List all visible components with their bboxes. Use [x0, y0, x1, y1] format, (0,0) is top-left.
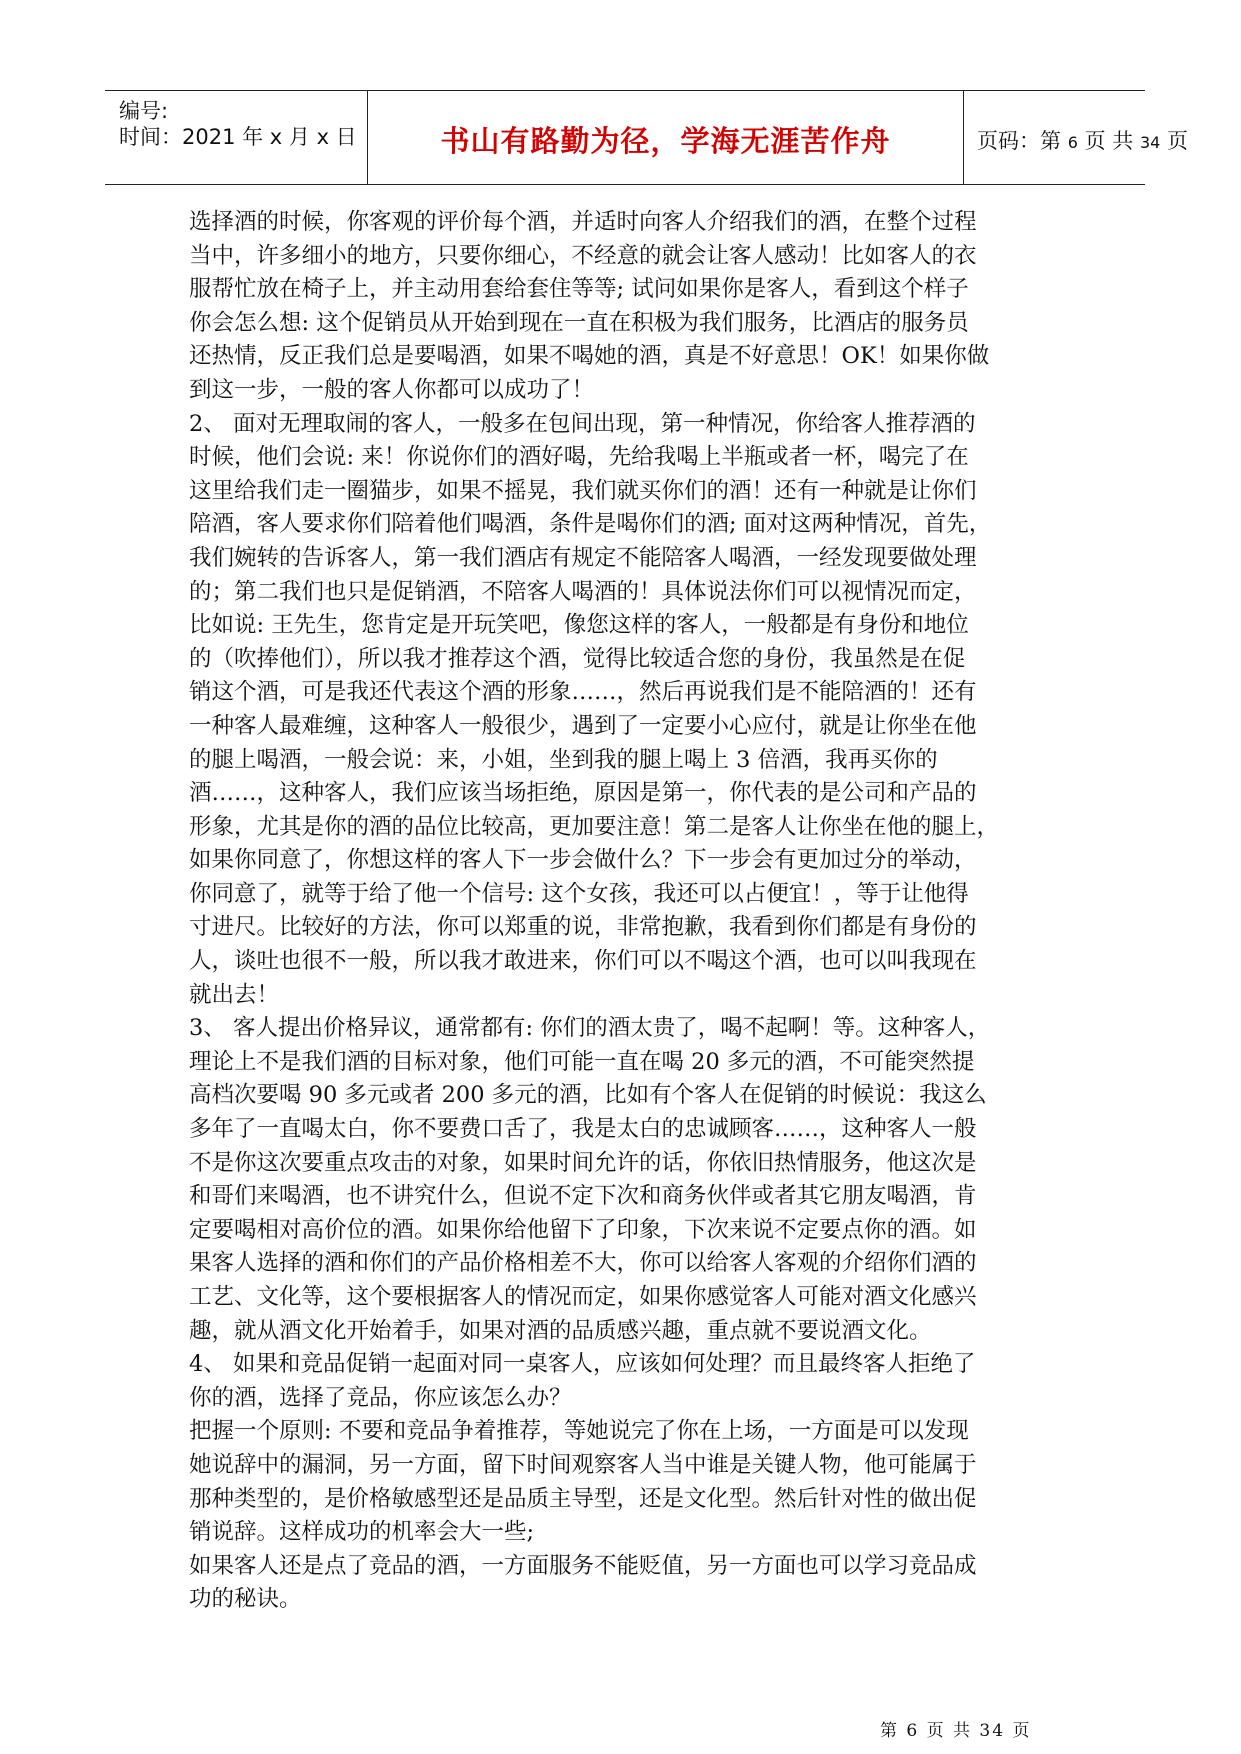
text-line: 2、 面对无理取闹的客人，一般多在包间出现，第一种情况，你给客人推荐酒的: [189, 410, 976, 437]
header-left-cell: [105, 91, 368, 184]
text-line: 的（吹捧他们），所以我才推荐这个酒，觉得比较适合您的身份，我虽然是在促: [189, 645, 966, 672]
document-body: [189, 206, 1059, 1617]
document-time-label: 时间：2021 年 x 月 x 日: [119, 125, 357, 149]
text-line: 定要喝相对高价位的酒。如果你给他留下了印象，下次来说不定要点你的酒。如: [189, 1216, 977, 1243]
page-number: 6: [1067, 133, 1078, 152]
text-line: 形象，尤其是你的酒的品位比较高，更加要注意！第二是客人让你坐在他的腿上，: [189, 813, 1000, 840]
header-motto: 书山有路勤为径，学海无涯苦作舟: [440, 124, 891, 158]
page-suffix: 页: [1166, 129, 1188, 153]
text-line: 一种客人最难缠，这种客人一般很少，遇到了一定要小心应付，就是让你坐在他: [189, 712, 977, 739]
text-line: 3、 客人提出价格异议，通常都有: 你们的酒太贵了，喝不起啊！等。这种客人，: [189, 1015, 991, 1042]
text-line: 工艺、文化等，这个要根据客人的情况而定，如果你感觉客人可能对酒文化感兴: [189, 1284, 977, 1310]
page-footer: 第 6 页 共 34 页: [880, 1721, 1032, 1741]
text-line: 高档次要喝 90 多元或者 200 多元的酒，比如有个客人在促销的时候说：我这么: [189, 1082, 987, 1109]
text-line: 的；第二我们也只是促销酒，不陪客人喝酒的！具体说法你们可以视情况而定，: [189, 578, 977, 605]
page-prefix: 页码：第: [977, 129, 1061, 153]
header-page-info: [977, 125, 1188, 155]
text-line: 把握一个原则: 不要和竞品争着推荐，等她说完了你在上场，一方面是可以发现: [189, 1418, 969, 1445]
text-line: 果客人选择的酒和你们的产品价格相差不大，你可以给客人客观的介绍你们酒的: [189, 1250, 977, 1277]
text-line: 4、 如果和竞品促销一起面对同一桌客人，应该如何处理？而且最终客人拒绝了: [189, 1351, 976, 1378]
page-mid: 页 共: [1084, 129, 1134, 153]
text-line: 她说辞中的漏洞，另一方面，留下时间观察客人当中谁是关键人物，他可能属于: [189, 1451, 977, 1478]
text-line: 当中，许多细小的地方，只要你细心，不经意的就会让客人感动！比如客人的衣: [189, 242, 977, 269]
text-line: 酒……，这种客人，我们应该当场拒绝，原因是第一，你代表的是公司和产品的: [189, 780, 977, 807]
text-line: 你同意了，就等于给了他一个信号: 这个女孩，我还可以占便宜！，等于让他得: [189, 880, 969, 907]
text-line: 如果客人还是点了竞品的酒，一方面服务不能贬值，另一方面也可以学习竞品成: [189, 1552, 977, 1579]
text-line: 服帮忙放在椅子上，并主动用套给套住等等; 试问如果你是客人，看到这个样子: [189, 276, 969, 303]
page-total: 34: [1139, 133, 1161, 152]
text-line: 寸进尺。比较好的方法，你可以郑重的说，非常抱歉，我看到你们都是有身份的: [189, 914, 977, 941]
text-line: 多年了一直喝太白，你不要费口舌了，我是太白的忠诚顾客……，这种客人一般: [189, 1116, 977, 1143]
text-line: 时候，他们会说: 来！你说你们的酒好喝，先给我喝上半瓶或者一杯，喝完了在: [189, 444, 969, 471]
text-line: 我们婉转的告诉客人，第一我们酒店有规定不能陪客人喝酒，一经发现要做处理: [189, 544, 977, 571]
text-line: 趣，就从酒文化开始着手，如果对酒的品质感兴趣，重点就不要说酒文化。: [189, 1317, 932, 1344]
text-line: 还热情，反正我们总是要喝酒，如果不喝她的酒，真是不好意思！OK！如果你做: [189, 343, 990, 370]
text-line: 如果你同意了，你想这样的客人下一步会做什么？下一步会有更加过分的举动，: [189, 847, 977, 874]
document-header: [105, 90, 1188, 185]
text-line: 不是你这次要重点攻击的对象，如果时间允许的话，你依旧热情服务，他这次是: [189, 1149, 977, 1176]
text-line: 销说辞。这样成功的机率会大一些;: [189, 1519, 535, 1546]
text-line: 你的酒，选择了竞品，你应该怎么办？: [189, 1384, 572, 1411]
document-number-label: 编号:: [119, 99, 169, 123]
text-line: 陪酒，客人要求你们陪着他们喝酒，条件是喝你们的酒; 面对这两种情况，首先，: [189, 511, 992, 538]
text-line: 那种类型的，是价格敏感型还是品质主导型，还是文化型。然后针对性的做出促: [189, 1485, 977, 1512]
text-line: 你会怎么想: 这个促销员从开始到现在一直在积极为我们服务，比酒店的服务员: [189, 309, 969, 336]
text-line: 理论上不是我们酒的目标对象，他们可能一直在喝 20 多元的酒，不可能突然提: [189, 1048, 975, 1075]
text-line: 的腿上喝酒，一般会说：来，小姐，坐到我的腿上喝上 3 倍酒，我再买你的: [189, 746, 938, 773]
text-line: 销这个酒，可是我还代表这个酒的形象……，然后再说我们是不能陪酒的！还有: [189, 679, 977, 706]
text-line: 这里给我们走一圈猫步，如果不摇晃，我们就买你们的酒！还有一种就是让你们: [189, 477, 977, 504]
text-line: 功的秘诀。: [189, 1586, 302, 1613]
text-line: 人，谈吐也很不一般，所以我才敢进来，你们可以不喝这个酒，也可以叫我现在: [189, 948, 977, 975]
text-line: 到这一步，一般的客人你都可以成功了！: [189, 376, 595, 403]
text-line: 和哥们来喝酒，也不讲究什么，但说不定下次和商务伙伴或者其它朋友喝酒，肯: [189, 1183, 977, 1210]
text-line: 就出去！: [189, 981, 280, 1008]
header-middle-cell: [368, 91, 964, 184]
text-line: 选择酒的时候，你客观的评价每个酒，并适时向客人介绍我们的酒，在整个过程: [189, 209, 977, 235]
text-line: 比如说: 王先生，您肯定是开玩笑吧，像您这样的客人，一般都是有身份和地位: [189, 612, 969, 639]
header-right-cell: [965, 91, 1188, 184]
